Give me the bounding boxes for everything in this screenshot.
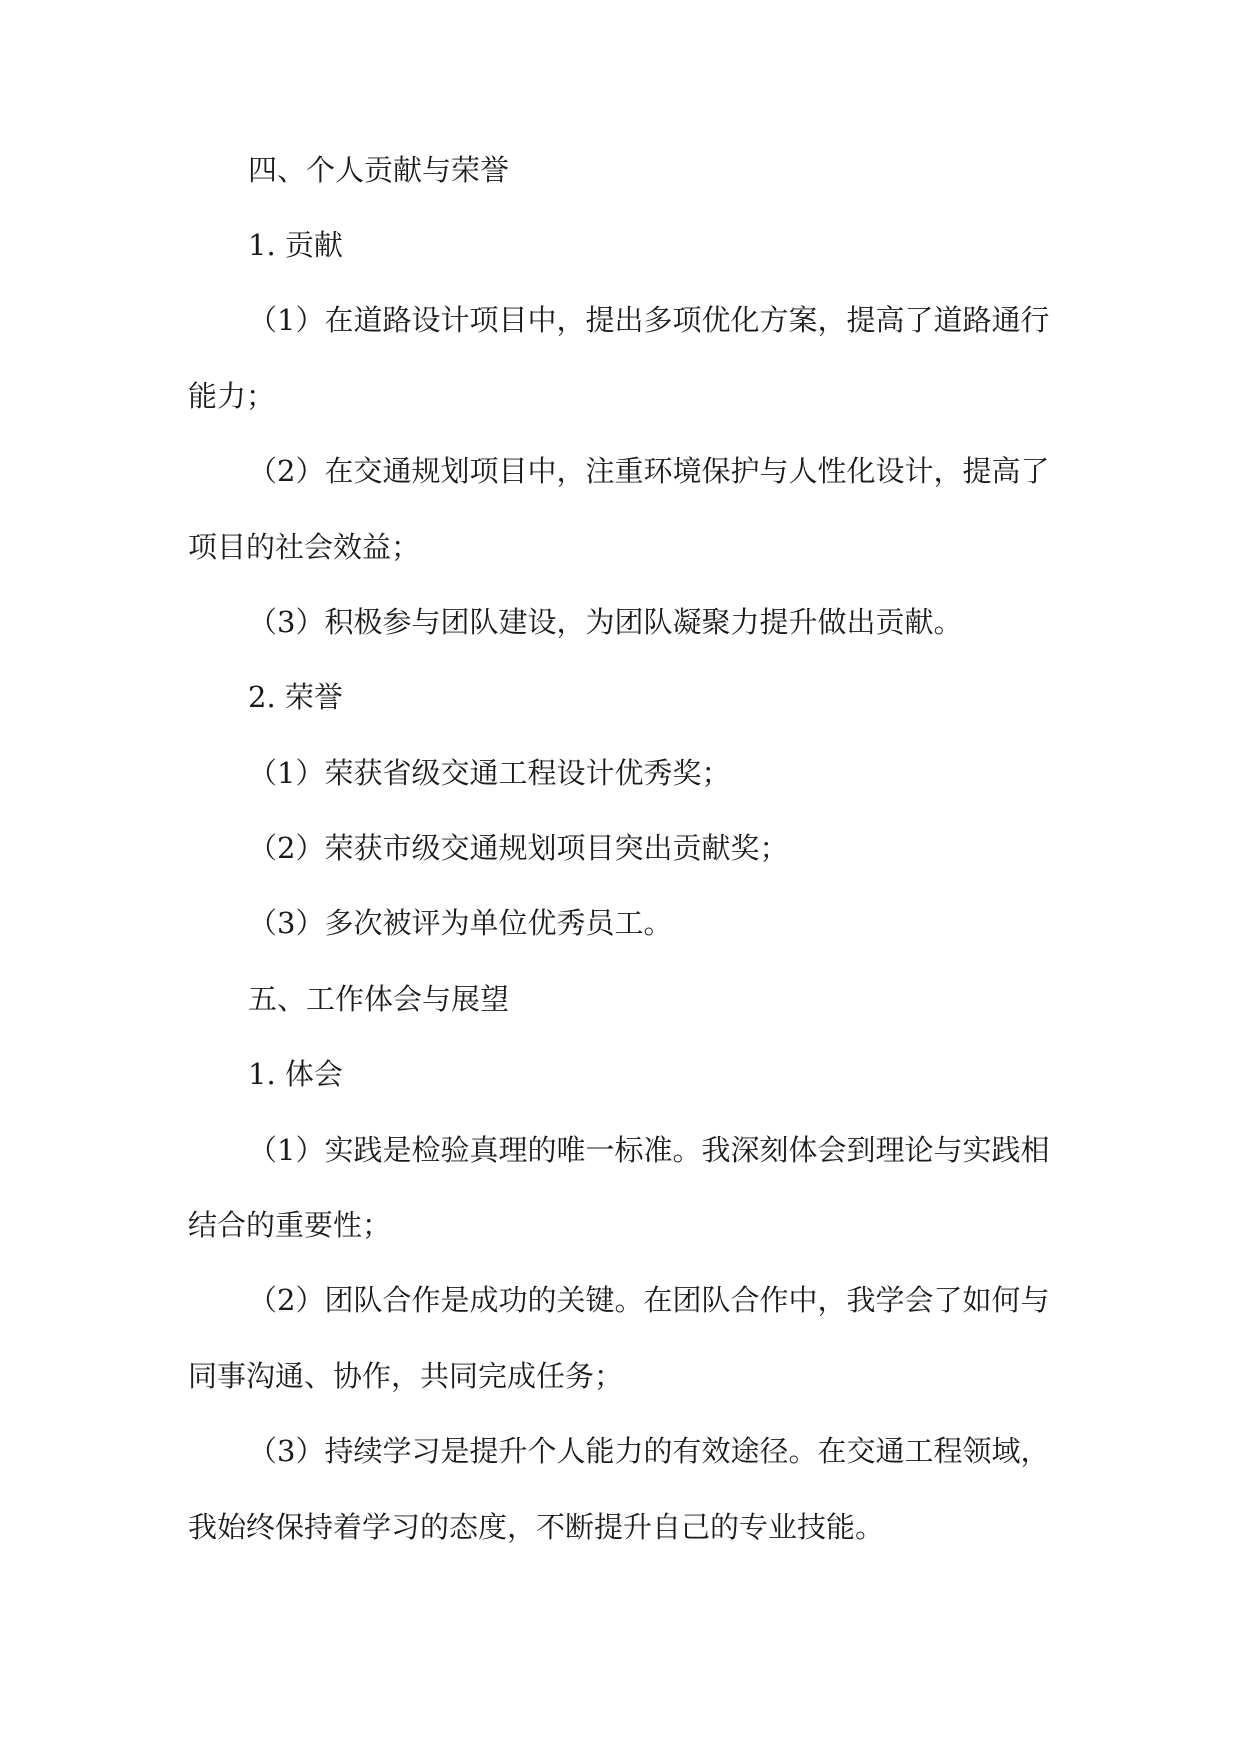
subsection-experience-title: 1. 体会 [248,1057,343,1091]
experience-item-1-line-2: 结合的重要性； [188,1208,392,1242]
contribution-item-2-line-2: 项目的社会效益； [188,530,421,564]
contribution-item-1-line-1: （1）在道路设计项目中，提出多项优化方案，提高了道路通行 [248,303,1050,337]
section-5-heading: 五、工作体会与展望 [248,982,510,1016]
experience-item-3-line-2: 我始终保持着学习的态度，不断提升自己的专业技能。 [188,1510,885,1544]
subsection-honors-title: 2. 荣誉 [248,680,343,714]
honor-item-2: （2）荣获市级交通规划项目突出贡献奖； [248,831,789,865]
contribution-item-2-line-1: （2）在交通规划项目中，注重环境保护与人性化设计，提高了 [248,454,1050,488]
experience-item-2-line-2: 同事沟通、协作，共同完成任务； [188,1359,624,1393]
experience-item-2-line-1: （2）团队合作是成功的关键。在团队合作中，我学会了如何与 [248,1283,1050,1317]
experience-item-1-line-1: （1）实践是检验真理的唯一标准。我深刻体会到理论与实践相 [248,1133,1050,1167]
subsection-contribution-title: 1. 贡献 [248,228,343,262]
honor-item-3: （3）多次被评为单位优秀员工。 [248,906,673,940]
experience-item-3-line-1: （3）持续学习是提升个人能力的有效途径。在交通工程领域， [248,1434,1050,1468]
honor-item-1: （1）荣获省级交通工程设计优秀奖； [248,756,731,790]
contribution-item-1-line-2: 能力； [188,379,276,413]
contribution-item-3: （3）积极参与团队建设，为团队凝聚力提升做出贡献。 [248,605,963,639]
section-4-heading: 四、个人贡献与荣誉 [248,153,510,187]
